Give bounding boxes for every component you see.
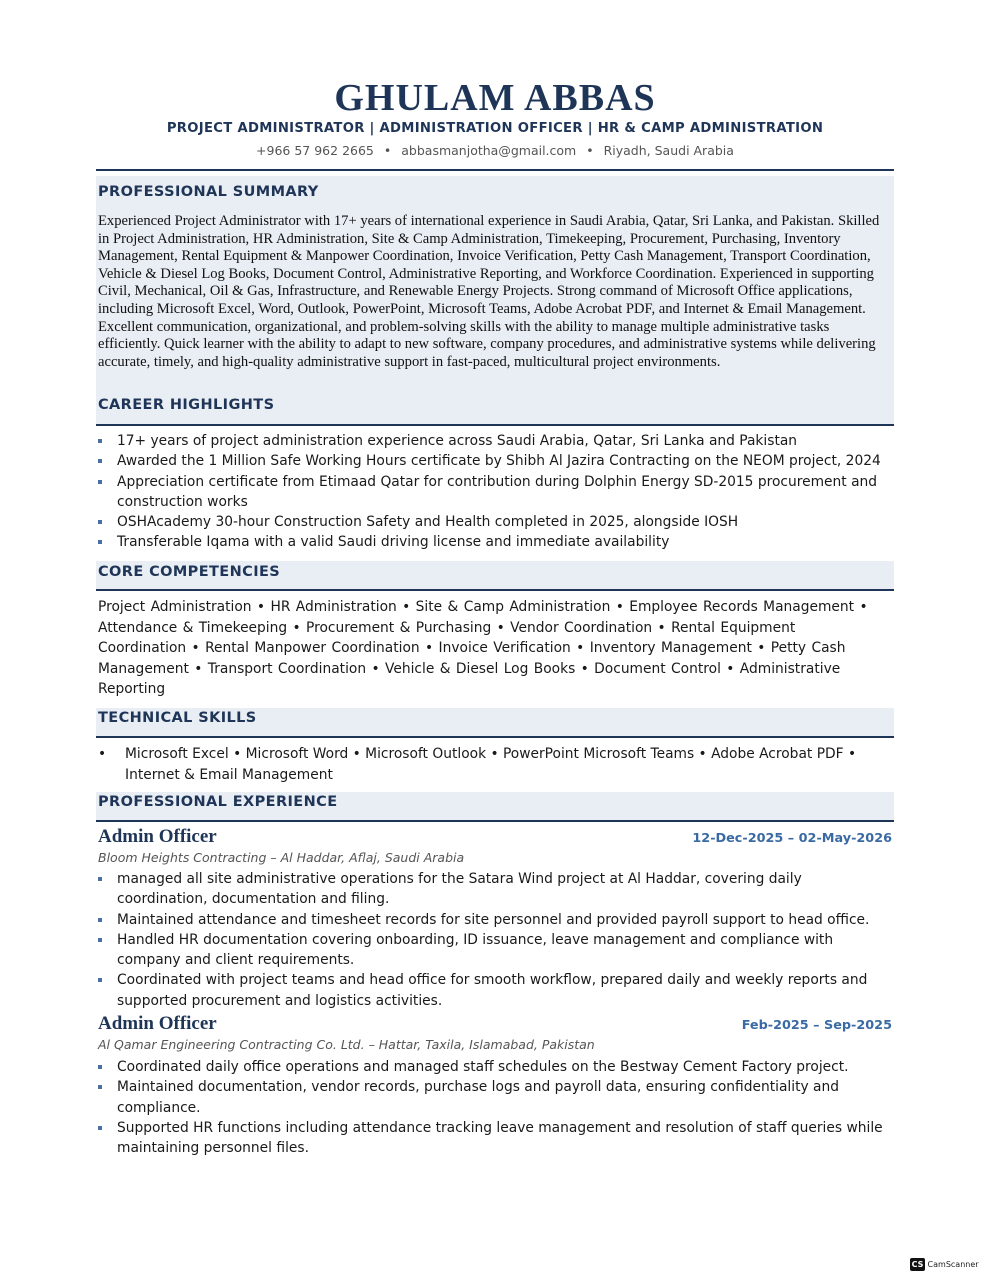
bullet-icon bbox=[98, 877, 102, 881]
job-titles: PROJECT ADMINISTRATOR | ADMINISTRATION OFFICER | HR & CAMP ADMINISTRATION bbox=[166, 121, 824, 136]
list-item: Coordinated with project teams and head office for smooth workflow, prepared daily and weekly reports and supported procurement and logistics activities. bbox=[96, 970, 886, 1011]
bullet-icon bbox=[98, 480, 102, 484]
contact-line bbox=[96, 143, 894, 158]
bullet-icon bbox=[98, 1126, 102, 1130]
job-bullets bbox=[96, 869, 886, 1011]
section-divider bbox=[96, 424, 894, 426]
bullet-icon bbox=[98, 540, 102, 544]
contact-separator: • bbox=[586, 143, 594, 158]
bullet-icon bbox=[98, 459, 102, 463]
section-title-competencies: CORE COMPETENCIES bbox=[98, 564, 281, 580]
watermark-text: CamScanner bbox=[927, 1260, 979, 1269]
bullet-icon bbox=[98, 938, 102, 942]
candidate-name: GHULAM ABBAS bbox=[334, 77, 656, 119]
section-title-summary: PROFESSIONAL SUMMARY bbox=[98, 184, 319, 200]
section-divider bbox=[96, 820, 894, 822]
email-address: abbasmanjotha@gmail.com bbox=[401, 143, 577, 158]
list-item: Supported HR functions including attendance tracking leave management and resolution of staff queries while maintaining personnel files. bbox=[96, 1118, 886, 1159]
contact-separator: • bbox=[383, 143, 392, 158]
list-item: Maintained documentation, vendor records, purchase logs and payroll data, ensuring confidentiality and compliance. bbox=[96, 1077, 886, 1118]
bullet-icon bbox=[98, 1085, 102, 1089]
camscanner-logo-icon: CS bbox=[911, 1260, 924, 1269]
list-item: Maintained attendance and timesheet records for site personnel and provided payroll support to head office. bbox=[96, 910, 886, 930]
section-divider bbox=[96, 589, 894, 591]
list-item: Transferable Iqama with a valid Saudi driving license and immediate availability bbox=[96, 532, 886, 552]
bullet-icon bbox=[98, 439, 102, 443]
section-title-experience: PROFESSIONAL EXPERIENCE bbox=[98, 794, 338, 810]
section-divider bbox=[96, 736, 894, 738]
phone-number: +966 57 962 2665 bbox=[256, 143, 374, 158]
job-role: Admin Officer bbox=[98, 826, 217, 847]
list-item: OSHAcademy 30-hour Construction Safety and Health completed in 2025, alongside IOSH bbox=[96, 512, 886, 532]
technical-bullet: • bbox=[98, 746, 107, 762]
competencies-text: Project Administration • HR Administration • Site & Camp Administration • Employee Records Management • Attendance & Timekeeping • Procurement & Purchasing • Vendor Coordination • Rental Equipment Coordination • Rental Manpower Coordination • Invoice Verification • Inventory Management • Petty Cash Management • Transport Coordination • Vehicle & Diesel Log Books • Document Control • Administrative Reporting bbox=[98, 599, 868, 697]
job-role: Admin Officer bbox=[98, 1013, 217, 1034]
bullet-icon bbox=[98, 978, 102, 982]
location: Riyadh, Saudi Arabia bbox=[603, 143, 734, 158]
section-title-technical: TECHNICAL SKILLS bbox=[98, 710, 257, 726]
list-item: Appreciation certificate from Etimaad Qatar for contribution during Dolphin Energy SD-2015 procurement and construction works bbox=[96, 472, 886, 513]
bullet-icon bbox=[98, 520, 102, 524]
list-item: managed all site administrative operations for the Satara Wind project at Al Haddar, covering daily coordination, documentation and filing. bbox=[96, 869, 886, 910]
list-item: 17+ years of project administration experience across Saudi Arabia, Qatar, Sri Lanka and Pakistan bbox=[96, 431, 886, 451]
highlights-list bbox=[96, 431, 886, 553]
bullet-icon bbox=[98, 918, 102, 922]
job-dates: Feb-2025 – Sep-2025 bbox=[741, 1018, 892, 1033]
job-company: Al Qamar Engineering Contracting Co. Ltd. – Hattar, Taxila, Islamabad, Pakistan bbox=[98, 1037, 595, 1052]
list-item: Awarded the 1 Million Safe Working Hours certificate by Shibh Al Jazira Contracting on the NEOM project, 2024 bbox=[96, 451, 886, 471]
summary-text: Experienced Project Administrator with 17+ years of international experience in Saudi Arabia, Qatar, Sri Lanka, and Pakistan. Skilled in Project Administration, HR Administration, Site & Camp Administration, Timekeeping, Procurement, Purchasing, Inventory Management, Rental Equipment & Manpower Coordination, Invoice Verification, Petty Cash Management, Transport Coordination, Vehicle & Diesel Log Books, Document Control, Administrative Reporting, and Workforce Coordination. Experienced in supporting Civil, Mechanical, Oil & Gas, Infrastructure, and Renewable Energy Projects. Strong command of Microsoft Office applications, including Microsoft Excel, Word, Outlook, PowerPoint, Microsoft Teams, Adobe Acrobat PDF, and Internet & Email Management. Excellent communication, organizational, and problem-solving skills with the ability to manage multiple administrative tasks efficiently. Quick learner with the ability to adapt to new software, company procedures, and administrative systems while delivering accurate, timely, and high-quality administrative support in fast-paced, multicultural project environments. bbox=[98, 213, 880, 370]
technical-text: Microsoft Excel • Microsoft Word • Microsoft Outlook • PowerPoint Microsoft Teams • Adobe Acrobat PDF • Internet & Email Management bbox=[125, 746, 857, 783]
list-item: Handled HR documentation covering onboarding, ID issuance, leave management and compliance with company and client requirements. bbox=[96, 930, 886, 971]
job-dates: 12-Dec-2025 – 02-May-2026 bbox=[692, 831, 892, 846]
list-item: Coordinated daily office operations and managed staff schedules on the Bestway Cement Factory project. bbox=[96, 1057, 886, 1077]
job-bullets bbox=[96, 1057, 886, 1158]
camscanner-watermark bbox=[910, 1258, 979, 1271]
bullet-icon bbox=[98, 1065, 102, 1069]
header-divider bbox=[96, 169, 894, 171]
section-title-highlights: CAREER HIGHLIGHTS bbox=[98, 397, 275, 413]
job-company: Bloom Heights Contracting – Al Haddar, Aflaj, Saudi Arabia bbox=[98, 850, 465, 865]
